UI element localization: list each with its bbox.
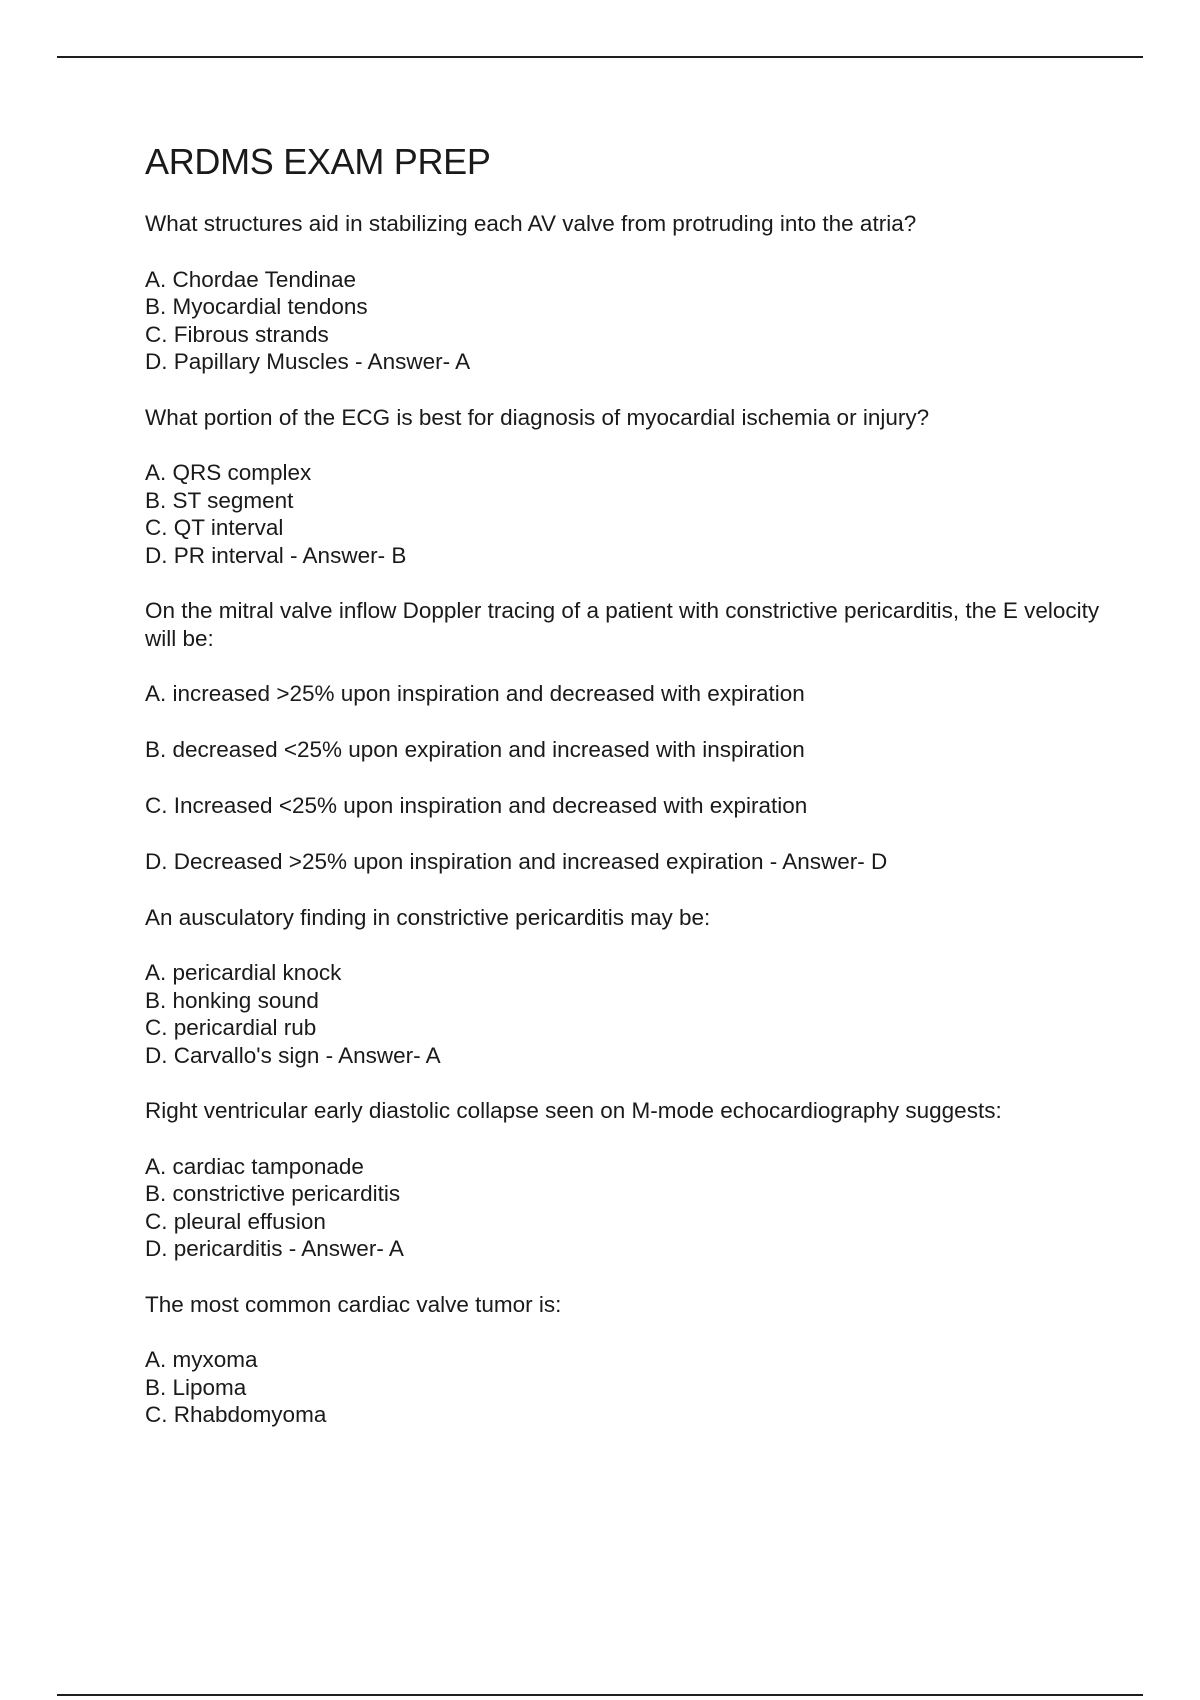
answer-option: A. Chordae Tendinae (145, 266, 356, 292)
answer-option: A. myxoma (145, 1347, 258, 1372)
question-prompt: Right ventricular early diastolic collapse seen on M-mode echocardiography suggests: (145, 1098, 1002, 1123)
answer-option: D. Carvallo's sign - Answer- A (145, 1042, 441, 1068)
answer-option: D. PR interval - Answer- B (145, 542, 407, 568)
document-title: ARDMS EXAM PREP (145, 141, 491, 182)
question-prompt: On the mitral valve inflow Doppler tracing of a patient with constrictive pericarditis, the E velocity will be: (145, 598, 1100, 651)
answer-option: B. Lipoma (145, 1374, 247, 1400)
answer-options (145, 959, 1105, 1069)
answer-option: C. Fibrous strands (145, 321, 329, 347)
document-body (145, 140, 1105, 1457)
answer-option: A. cardiac tamponade (145, 1153, 364, 1179)
answer-option: B. ST segment (145, 487, 294, 513)
question-prompt: What structures aid in stabilizing each AV valve from protruding into the atria? (145, 211, 917, 236)
bottom-rule (57, 1694, 1143, 1696)
question-prompt: The most common cardiac valve tumor is: (145, 1291, 562, 1317)
answer-option: D. Papillary Muscles - Answer- A (145, 349, 471, 374)
answer-option: C. Rhabdomyoma (145, 1402, 327, 1427)
answer-option: B. Myocardial tendons (145, 294, 368, 319)
answer-options (145, 266, 1105, 376)
answer-options (145, 680, 1105, 876)
question-block (145, 1097, 1105, 1263)
question-prompt: What portion of the ECG is best for diagnosis of myocardial ischemia or injury? (145, 404, 930, 430)
question-block (145, 904, 1105, 1070)
question-block (145, 597, 1105, 876)
answer-options (145, 1153, 1105, 1263)
answer-options (145, 459, 1105, 569)
question-prompt: An ausculatory finding in constrictive pericarditis may be: (145, 904, 711, 930)
question-block (145, 210, 1105, 376)
answer-option: A. increased >25% upon inspiration and decreased with expiration (145, 681, 805, 706)
question-block (145, 404, 1105, 570)
answer-option: B. decreased <25% upon expiration and increased with inspiration (145, 737, 805, 762)
answer-option: A. pericardial knock (145, 960, 342, 985)
answer-option: C. QT interval (145, 515, 284, 540)
answer-option: C. pleural effusion (145, 1208, 326, 1234)
answer-options (145, 1346, 1105, 1429)
answer-option: B. honking sound (145, 987, 319, 1013)
answer-option: B. constrictive pericarditis (145, 1181, 401, 1206)
answer-option: D. Decreased >25% upon inspiration and increased expiration - Answer- D (145, 849, 888, 874)
answer-option: C. Increased <25% upon inspiration and decreased with expiration (145, 793, 808, 818)
answer-option: A. QRS complex (145, 460, 312, 485)
answer-option: D. pericarditis - Answer- A (145, 1236, 404, 1261)
question-block (145, 1291, 1105, 1429)
top-rule (57, 56, 1143, 58)
answer-option: C. pericardial rub (145, 1015, 317, 1040)
